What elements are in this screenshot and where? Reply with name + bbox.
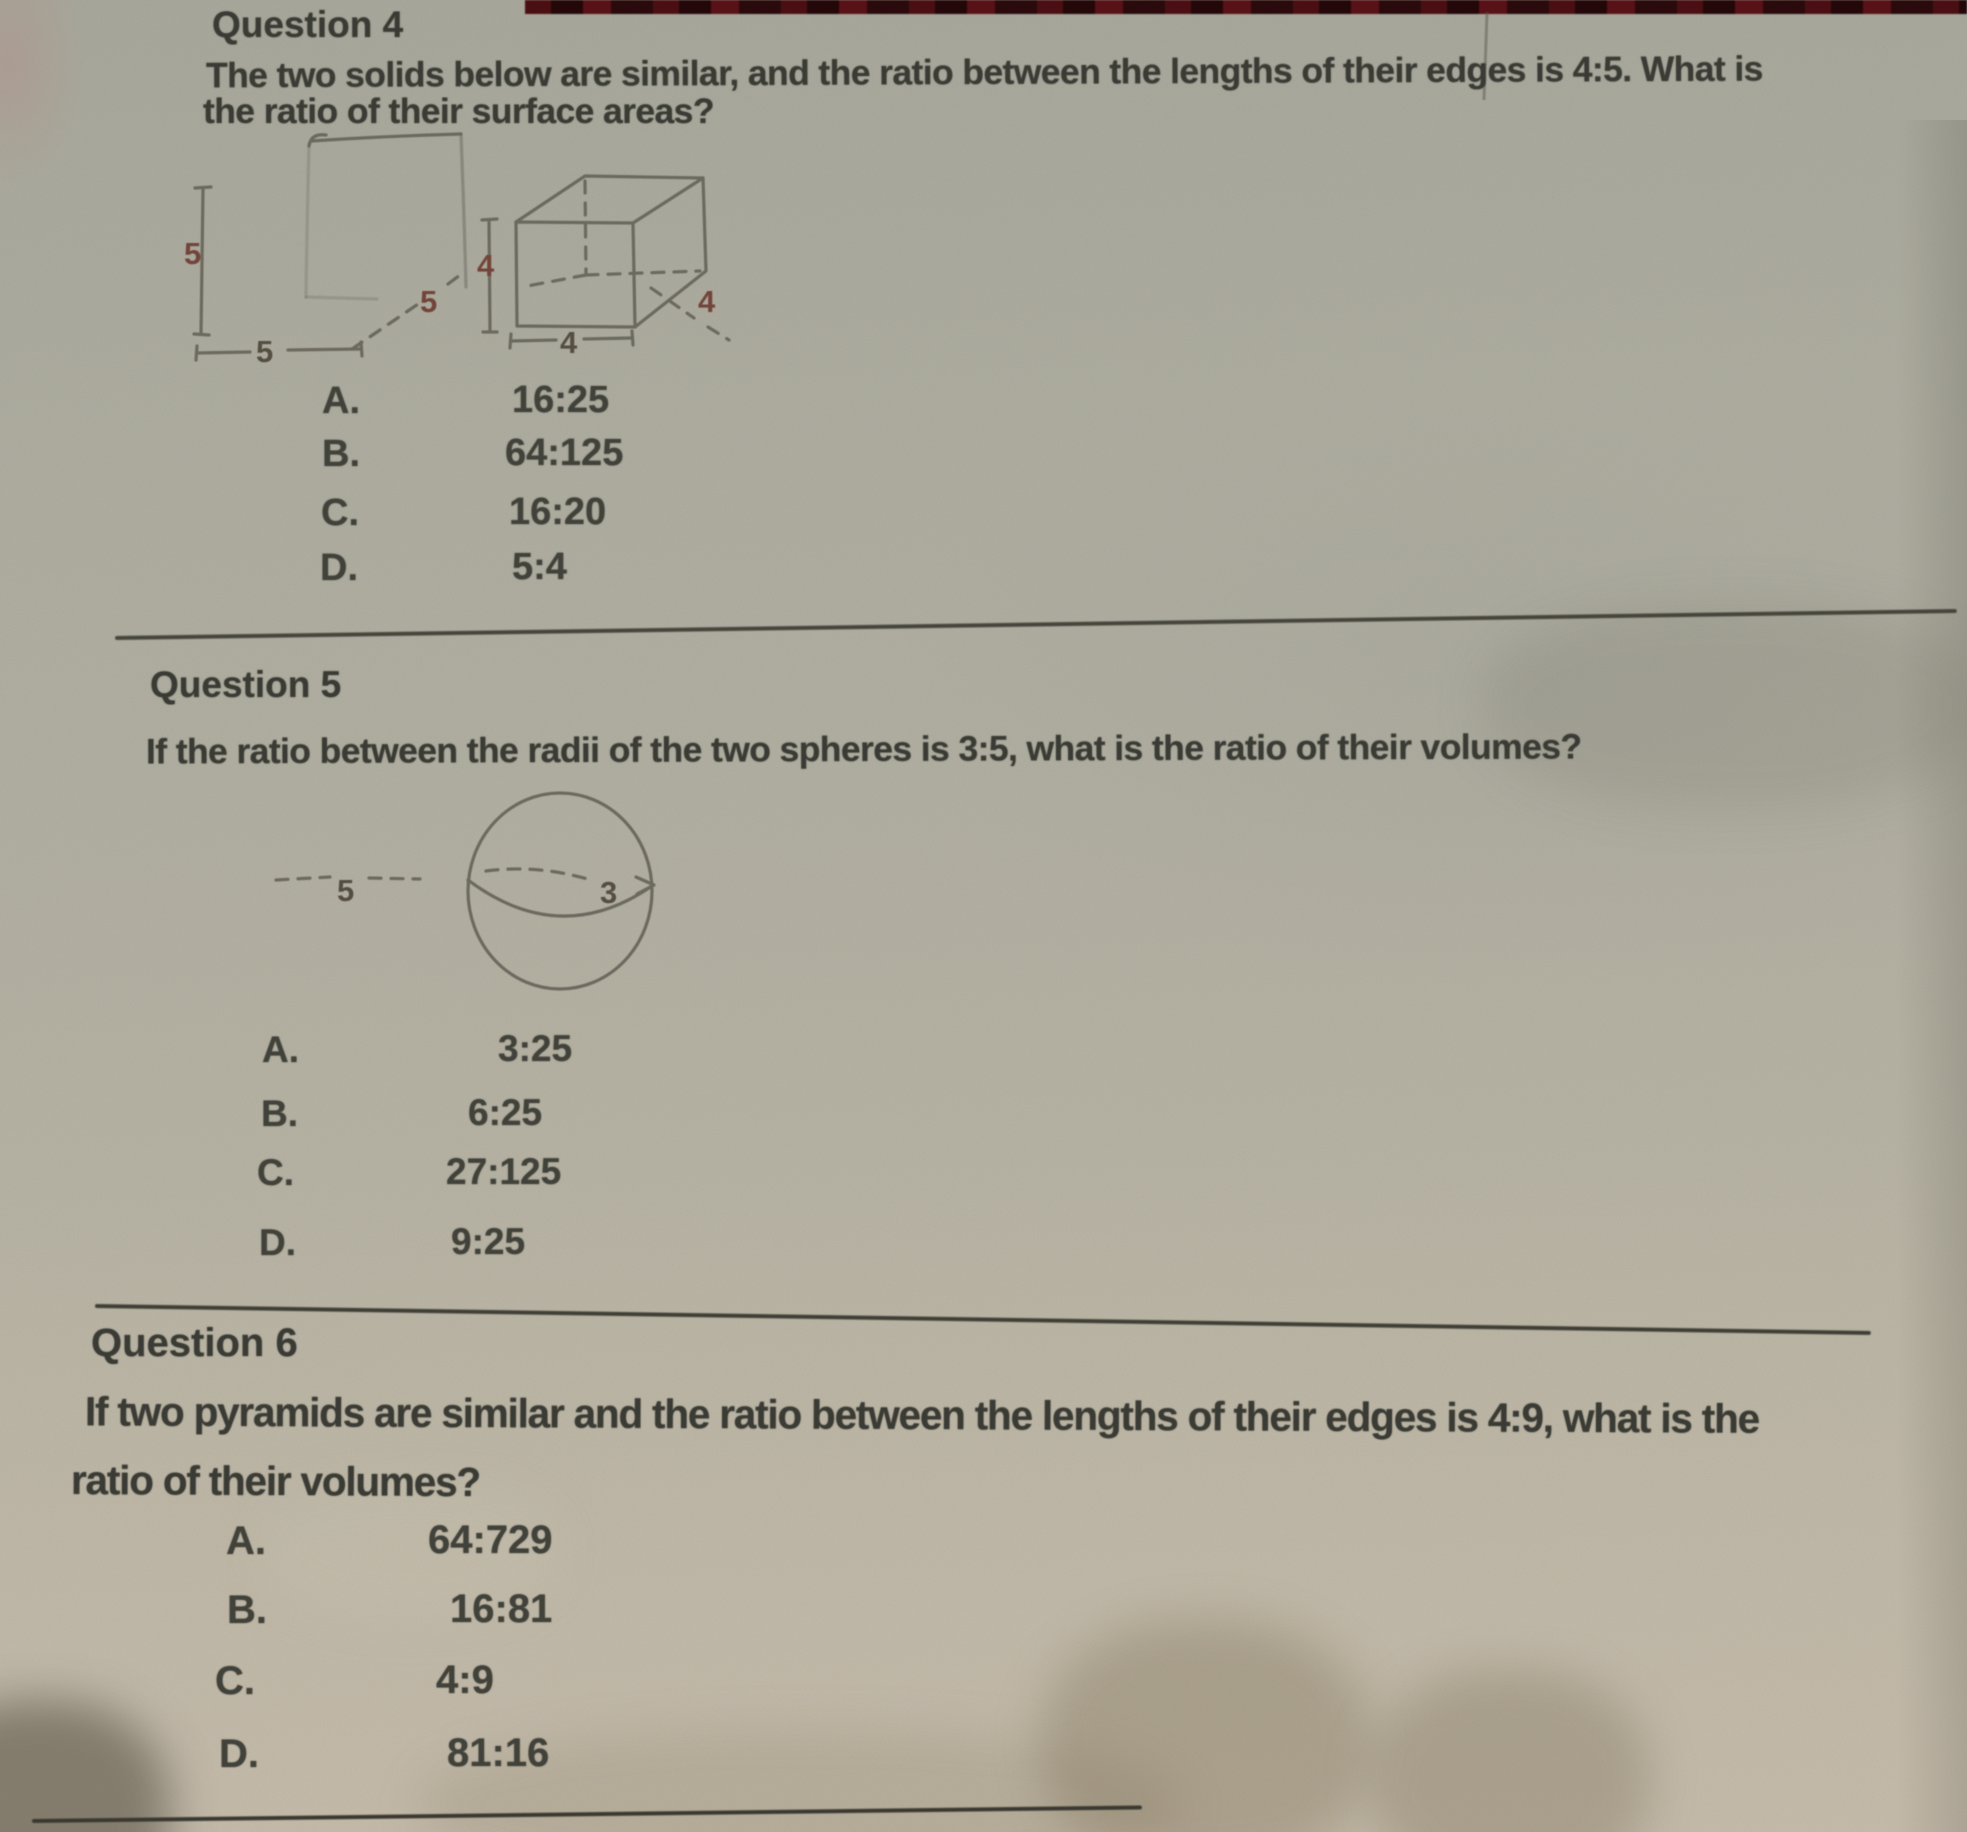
large-cube-right-edge bbox=[461, 134, 466, 287]
large-sphere-radius-line-right bbox=[369, 878, 420, 879]
small-cube-top-face bbox=[516, 176, 703, 223]
photo-smudge bbox=[0, 0, 85, 190]
q5-option-c-letter: C. bbox=[257, 1152, 294, 1193]
small-cube-depth-label: 4 bbox=[698, 284, 716, 319]
q5-option-d-value: 9:25 bbox=[451, 1221, 526, 1262]
large-cube-top-edge bbox=[311, 134, 461, 141]
q4-option-d-value: 5:4 bbox=[512, 546, 567, 588]
sphere-radius-line bbox=[486, 869, 594, 881]
question-4-heading: Question 4 bbox=[212, 4, 404, 45]
q6-option-a-letter: A. bbox=[226, 1519, 266, 1563]
q4-option-a-letter: A. bbox=[322, 380, 360, 422]
q4-option-b-letter: B. bbox=[322, 433, 360, 475]
q5-option-c-value: 27:125 bbox=[446, 1151, 562, 1192]
section-divider-2 bbox=[95, 1304, 1871, 1335]
large-cube-depth-dimension-line bbox=[352, 300, 424, 349]
large-cube-depth-label: 5 bbox=[420, 284, 438, 319]
photo-top-edge bbox=[525, 0, 1967, 14]
q6-option-b-value: 16:81 bbox=[450, 1587, 553, 1631]
sphere-equator bbox=[468, 880, 652, 916]
q4-option-d-letter: D. bbox=[320, 547, 358, 589]
q5-option-a-value: 3:25 bbox=[498, 1028, 573, 1069]
q4-option-c-value: 16:20 bbox=[509, 491, 607, 533]
large-cube-height-dimension-line bbox=[201, 189, 203, 334]
q4-option-b-value: 64:125 bbox=[505, 432, 624, 474]
photo-shadow-blob bbox=[1480, 600, 1967, 810]
large-cube-left-edge bbox=[306, 144, 309, 297]
question-6-text-line-1: If two pyramids are similar and the ratio between the lengths of their edges is 4:9, what is the bbox=[84, 1388, 1760, 1442]
q6-option-d-letter: D. bbox=[219, 1732, 259, 1776]
q6-option-b-letter: B. bbox=[227, 1588, 267, 1632]
large-cube-depth-dimension-line2 bbox=[448, 272, 464, 284]
large-sphere-radius-label: 5 bbox=[337, 873, 355, 908]
q6-option-c-letter: C. bbox=[215, 1659, 255, 1703]
large-cube-height-label: 5 bbox=[184, 236, 202, 271]
q5-option-b-value: 6:25 bbox=[468, 1092, 543, 1133]
sphere-radius-label: 3 bbox=[600, 875, 618, 910]
large-sphere-radius-line-left bbox=[276, 877, 330, 880]
question-4-text-line-2: the ratio of their surface areas? bbox=[203, 91, 714, 131]
question-4-text-line-1: The two solids below are similar, and the ratio between the lengths of their edges is 4:5. What is bbox=[205, 48, 1763, 96]
question-6-text-line-2: ratio of their volumes? bbox=[70, 1456, 481, 1506]
q6-option-c-value: 4:9 bbox=[436, 1658, 494, 1702]
q5-option-b-letter: B. bbox=[261, 1093, 298, 1134]
question-5-text-line-1: If the ratio between the radii of the two spheres is 3:5, what is the ratio of their volumes? bbox=[145, 726, 1582, 772]
sphere-outline bbox=[468, 793, 652, 989]
large-cube-bottom-edge bbox=[306, 297, 377, 299]
spheres-figure bbox=[240, 768, 685, 1003]
question-5-heading: Question 5 bbox=[150, 664, 342, 705]
q4-option-a-value: 16:25 bbox=[512, 379, 610, 421]
small-cube-height-label: 4 bbox=[477, 248, 495, 283]
small-cube-depth-dimension-line2 bbox=[708, 327, 729, 340]
similar-cubes-figure bbox=[130, 91, 770, 375]
large-cube-width-dimension-line bbox=[197, 349, 361, 353]
question-6-heading: Question 6 bbox=[91, 1321, 298, 1365]
photo-shadow-blob bbox=[1370, 1670, 1650, 1832]
photo-shadow-right bbox=[1897, 120, 1967, 1832]
photo-shadow-corner bbox=[0, 1700, 170, 1832]
small-cube-width-label: 4 bbox=[560, 325, 578, 360]
q6-option-a-value: 64:729 bbox=[428, 1518, 553, 1562]
q5-option-d-letter: D. bbox=[259, 1222, 296, 1263]
large-cube-width-label: 5 bbox=[256, 334, 274, 369]
q5-option-a-letter: A. bbox=[262, 1029, 299, 1070]
q6-option-d-value: 81:16 bbox=[447, 1731, 550, 1775]
small-cube-depth-dimension-line bbox=[651, 288, 694, 318]
q4-option-c-letter: C. bbox=[321, 492, 359, 534]
